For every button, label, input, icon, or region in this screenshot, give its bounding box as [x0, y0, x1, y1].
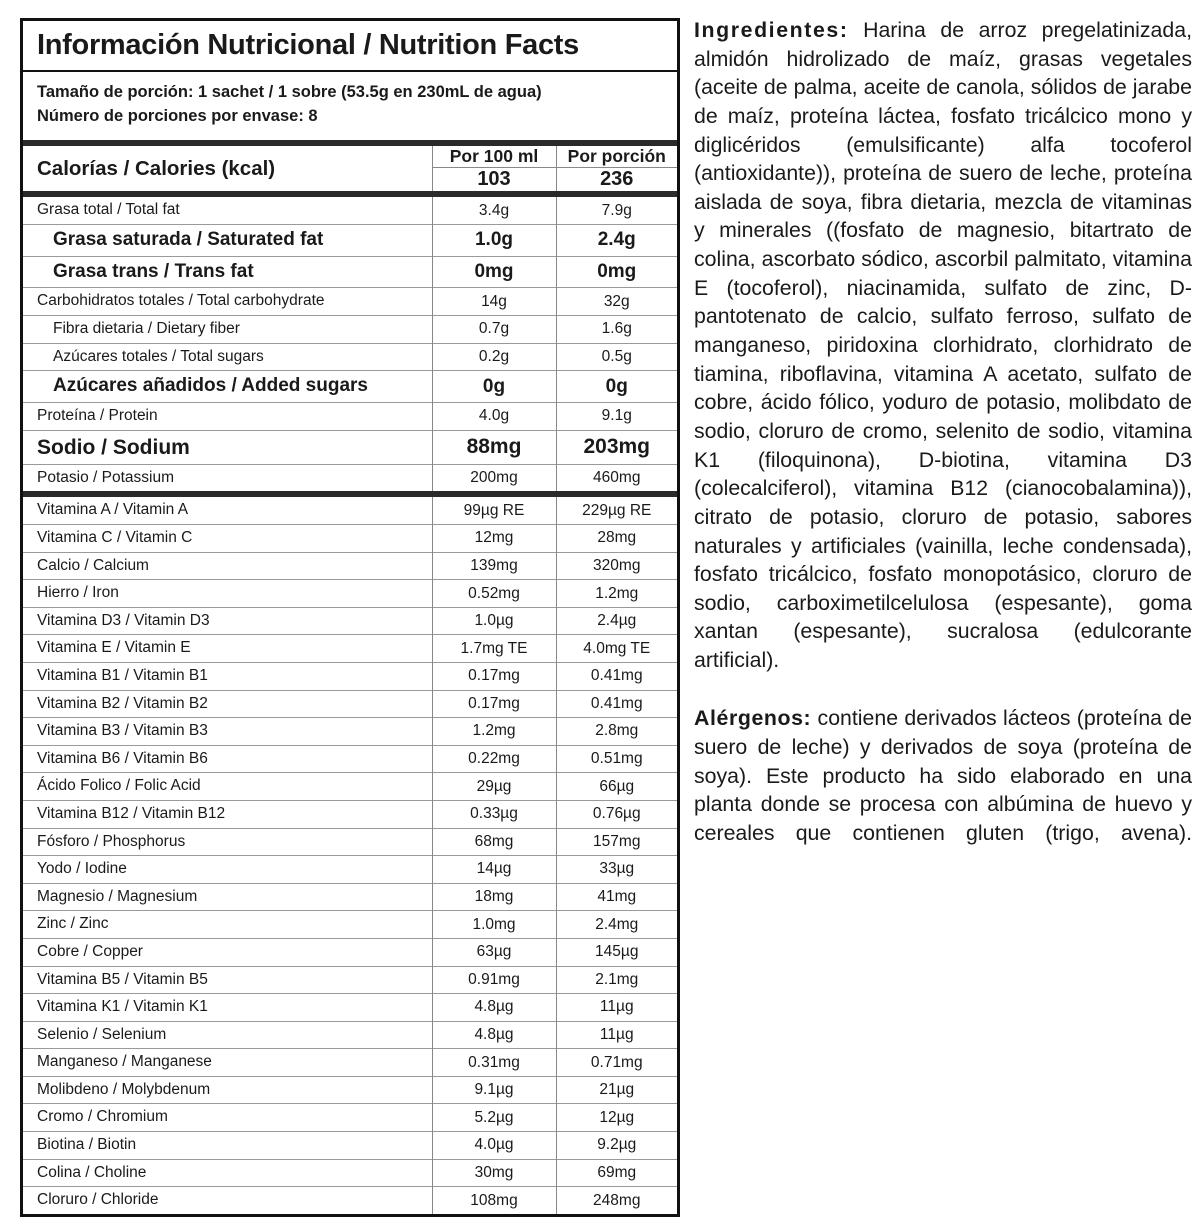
column-header-per-serving: Por porción — [556, 146, 677, 168]
nutrient-value-per-serving: 7.9g — [556, 197, 677, 224]
nutrient-label-cell — [23, 607, 432, 635]
nutrient-value-per-100ml: 1.0µg — [432, 607, 556, 635]
nutrient-label: Fibra dietaria / Dietary fiber — [53, 320, 240, 338]
nutrient-label-cell — [23, 580, 432, 608]
nutrient-value-per-serving: 12µg — [556, 1104, 677, 1132]
nutrient-label: Vitamina B5 / Vitamin B5 — [37, 970, 208, 988]
nutrient-label: Grasa total / Total fat — [37, 201, 180, 219]
nutrient-value-per-serving: 0.51mg — [556, 745, 677, 773]
nutrient-value-per-serving: 2.4µg — [556, 607, 677, 635]
nutrient-label-cell — [23, 883, 432, 911]
nutrient-value-per-100ml: 0.52mg — [432, 580, 556, 608]
nutrient-value-per-serving: 2.8mg — [556, 718, 677, 746]
ingredients-panel — [680, 0, 1200, 1200]
calories-row — [23, 146, 677, 168]
nutrient-label: Selenio / Selenium — [37, 1025, 167, 1043]
ingredients-heading: Ingredientes: — [694, 18, 849, 42]
nutrient-label-cell — [23, 938, 432, 966]
nutrient-value-per-100ml: 0.33µg — [432, 800, 556, 828]
table-row — [23, 580, 677, 608]
nutrient-label-cell — [23, 288, 432, 316]
page-title: Información Nutricional / Nutrition Facts — [37, 29, 579, 61]
nutrient-label: Proteína / Protein — [37, 407, 158, 425]
table-row — [23, 1049, 677, 1077]
nutrient-value-per-100ml: 1.2mg — [432, 718, 556, 746]
table-row — [23, 464, 677, 491]
nutrient-value-per-serving: 145µg — [556, 938, 677, 966]
calories-header-table — [23, 146, 677, 191]
nutrient-value-per-100ml: 0g — [432, 371, 556, 403]
table-row — [23, 224, 677, 256]
table-row — [23, 1187, 677, 1214]
nutrient-label: Biotina / Biotin — [37, 1136, 137, 1154]
nutrient-label: Ácido Folico / Folic Acid — [37, 777, 201, 795]
nutrient-value-per-serving: 9.1g — [556, 403, 677, 431]
table-row — [23, 1132, 677, 1160]
nutrient-value-per-100ml: 14g — [432, 288, 556, 316]
ingredients-body: Harina de arroz pregelatinizada, almidón hidrolizado de maíz, grasas vegetales (aceite de palma, aceite de canola, sólidos de jarabe de maíz, proteína láctea, fosfato tricálcico mono y diglicéridos (emulsificante) alfa tocoferol (antioxidante)), proteína de suero de leche, proteína aislada de soya, fibra dietaria, mezcla de vitaminas y minerales ((fosfato de magnesio, bitartrato de colina, ascorbato sódico, ascorbil palmitato, vitamina E (tocoferol), niacinamida, sulfato de zinc, D-pantotenato de calcio, sulfato ferroso, sulfato de manganeso, piridoxina clorhidrato, clorhidrato de tiamina, riboflavina, vitamina A acetato, sulfato de cobre, ácido fólico, yoduro de potasio, molibdato de sodio, cloruro de cromo, selenito de sodio, vitamina K1 (filoquinona), D-biotina, vitamina D3 (colecalciferol), vitamina B12 (cianocobalamina)), citrato de potasio, cloruro de potasio, sabores naturales y artificiales (vainilla, leche condensada), fosfato tricálcico, fosfato monopotásico, cloruro de sodio, carboximetilcelulosa (espesante), goma xantan (espesante), sucralosa (edulcorante artificial). — [694, 18, 1192, 673]
nutrient-value-per-100ml: 30mg — [432, 1159, 556, 1187]
nutrient-value-per-100ml: 63µg — [432, 938, 556, 966]
nutrient-value-per-100ml: 0.17mg — [432, 662, 556, 690]
nutrient-label: Vitamina E / Vitamin E — [37, 639, 191, 657]
table-row — [23, 343, 677, 371]
nutrient-label-cell — [23, 800, 432, 828]
nutrient-value-per-100ml: 1.7mg TE — [432, 635, 556, 663]
nutrient-value-per-serving: 460mg — [556, 464, 677, 491]
table-row — [23, 371, 677, 403]
table-row — [23, 316, 677, 344]
table-row — [23, 883, 677, 911]
nutrient-label: Carbohidratos totales / Total carbohydrate — [37, 292, 325, 310]
allergens-body: contiene derivados lácteos (proteína de suero de leche) y derivados de soya (proteína de soya). Este producto ha sido elaborado en una planta donde se procesa con albúmina de huevo y cereales que contienen gluten (trigo, avena). — [694, 706, 1192, 845]
nutrient-label-cell — [23, 497, 432, 524]
nutrient-value-per-100ml: 99µg RE — [432, 497, 556, 524]
nutrient-value-per-serving: 11µg — [556, 994, 677, 1022]
table-row — [23, 773, 677, 801]
nutrient-value-per-100ml: 200mg — [432, 464, 556, 491]
table-row — [23, 256, 677, 288]
nutrient-value-per-serving: 69mg — [556, 1159, 677, 1187]
nutrient-label: Cromo / Chromium — [37, 1108, 168, 1126]
nutrient-value-per-100ml: 0.17mg — [432, 690, 556, 718]
nutrient-value-per-serving: 248mg — [556, 1187, 677, 1214]
nutrient-label-cell — [23, 718, 432, 746]
nutrient-label: Fósforo / Phosphorus — [37, 832, 186, 850]
nutrient-value-per-serving: 66µg — [556, 773, 677, 801]
table-row — [23, 403, 677, 431]
nutrient-label-cell — [23, 994, 432, 1022]
calories-value-per-100ml: 103 — [432, 168, 556, 192]
nutrient-value-per-serving: 2.4g — [556, 224, 677, 256]
nutrient-value-per-serving: 0mg — [556, 256, 677, 288]
nutrient-label-cell — [23, 690, 432, 718]
nutrient-label-cell — [23, 224, 432, 256]
nutrient-label-cell — [23, 1076, 432, 1104]
nutrient-value-per-serving: 0.5g — [556, 343, 677, 371]
nutrient-label: Cobre / Copper — [37, 942, 143, 960]
table-row — [23, 197, 677, 224]
nutrient-label: Vitamina A / Vitamin A — [37, 501, 189, 519]
table-row — [23, 938, 677, 966]
table-row — [23, 718, 677, 746]
table-row — [23, 497, 677, 524]
nutrient-label: Vitamina B2 / Vitamin B2 — [37, 694, 208, 712]
nutrient-label-cell — [23, 966, 432, 994]
nutrient-label: Magnesio / Magnesium — [37, 887, 198, 905]
nutrient-label: Hierro / Iron — [37, 584, 119, 602]
nutrient-value-per-serving: 28mg — [556, 525, 677, 553]
table-row — [23, 552, 677, 580]
nutrient-value-per-serving: 0g — [556, 371, 677, 403]
nutrient-label-cell — [23, 635, 432, 663]
table-row — [23, 1104, 677, 1132]
nutrient-label: Vitamina B3 / Vitamin B3 — [37, 722, 208, 740]
nutrient-value-per-serving: 1.6g — [556, 316, 677, 344]
table-row — [23, 828, 677, 856]
nutrient-label-cell — [23, 1159, 432, 1187]
nutrient-value-per-serving: 11µg — [556, 1021, 677, 1049]
allergens-paragraph — [694, 704, 1192, 876]
nutrient-value-per-serving: 1.2mg — [556, 580, 677, 608]
nutrient-label-cell — [23, 430, 432, 464]
nutrient-label: Sodio / Sodium — [37, 435, 190, 459]
nutrient-label-cell — [23, 403, 432, 431]
nutrient-label-cell — [23, 828, 432, 856]
nutrient-value-per-100ml: 18mg — [432, 883, 556, 911]
table-row — [23, 856, 677, 884]
nutrient-value-per-serving: 9.2µg — [556, 1132, 677, 1160]
nutrient-label-cell — [23, 1187, 432, 1214]
nutrient-label: Vitamina K1 / Vitamin K1 — [37, 998, 208, 1016]
nutrient-value-per-100ml: 0.22mg — [432, 745, 556, 773]
calories-label-cell — [23, 146, 432, 191]
nutrient-label-cell — [23, 911, 432, 939]
nutrient-value-per-100ml: 0.2g — [432, 343, 556, 371]
calories-value-per-serving: 236 — [556, 168, 677, 192]
nutrient-value-per-serving: 0.71mg — [556, 1049, 677, 1077]
nutrient-value-per-serving: 41mg — [556, 883, 677, 911]
nutrient-label: Grasa trans / Trans fat — [53, 260, 254, 282]
nutrient-label: Vitamina C / Vitamin C — [37, 529, 193, 547]
nutrient-value-per-serving: 157mg — [556, 828, 677, 856]
table-row — [23, 994, 677, 1022]
nutrient-label-cell — [23, 1132, 432, 1160]
micronutrients-table — [23, 497, 677, 1213]
nutrient-value-per-serving: 0.76µg — [556, 800, 677, 828]
table-row — [23, 525, 677, 553]
nutrient-value-per-100ml: 5.2µg — [432, 1104, 556, 1132]
nutrient-label: Vitamina B6 / Vitamin B6 — [37, 749, 208, 767]
nutrient-value-per-100ml: 0.31mg — [432, 1049, 556, 1077]
table-row — [23, 911, 677, 939]
nutrient-label-cell — [23, 773, 432, 801]
nutrient-label: Azúcares añadidos / Added sugars — [53, 375, 368, 397]
nutrient-value-per-100ml: 68mg — [432, 828, 556, 856]
nutrient-label: Colina / Choline — [37, 1163, 147, 1181]
table-row — [23, 607, 677, 635]
nutrient-value-per-serving: 0.41mg — [556, 690, 677, 718]
nutrient-label-cell — [23, 464, 432, 491]
nutrient-value-per-serving: 32g — [556, 288, 677, 316]
nutrient-label: Zinc / Zinc — [37, 915, 109, 933]
table-row — [23, 800, 677, 828]
nutrient-label-cell — [23, 745, 432, 773]
nutrient-label: Yodo / Iodine — [37, 860, 127, 878]
nutrient-value-per-serving: 2.1mg — [556, 966, 677, 994]
nutrient-label: Cloruro / Chloride — [37, 1191, 159, 1209]
nutrient-label-cell — [23, 371, 432, 403]
nutrient-value-per-100ml: 4.8µg — [432, 994, 556, 1022]
nutrient-value-per-100ml: 9.1µg — [432, 1076, 556, 1104]
nutrient-label-cell — [23, 197, 432, 224]
nutrient-label: Vitamina D3 / Vitamin D3 — [37, 611, 210, 629]
calories-label: Calorías / Calories (kcal) — [37, 157, 276, 180]
table-row — [23, 662, 677, 690]
nutrient-label-cell — [23, 662, 432, 690]
table-row — [23, 1076, 677, 1104]
nutrient-label: Grasa saturada / Saturated fat — [53, 228, 324, 250]
allergens-heading: Alérgenos: — [694, 706, 812, 731]
nutrition-facts-panel — [20, 18, 680, 1217]
nutrient-value-per-100ml: 29µg — [432, 773, 556, 801]
nutrient-value-per-serving: 320mg — [556, 552, 677, 580]
nutrient-label: Vitamina B12 / Vitamin B12 — [37, 804, 226, 822]
nutrient-label-cell — [23, 316, 432, 344]
nutrient-value-per-serving: 4.0mg TE — [556, 635, 677, 663]
nutrient-value-per-100ml: 0.91mg — [432, 966, 556, 994]
nutrient-label: Vitamina B1 / Vitamin B1 — [37, 666, 208, 684]
nutrient-value-per-serving: 33µg — [556, 856, 677, 884]
nutrient-value-per-100ml: 4.0g — [432, 403, 556, 431]
nutrient-label: Potasio / Potassium — [37, 468, 174, 486]
nutrient-value-per-serving: 21µg — [556, 1076, 677, 1104]
table-row — [23, 635, 677, 663]
nutrient-value-per-serving: 2.4mg — [556, 911, 677, 939]
nutrient-label: Azúcares totales / Total sugars — [53, 347, 264, 365]
table-row — [23, 288, 677, 316]
nutrient-label-cell — [23, 1049, 432, 1077]
nutrient-label-cell — [23, 1021, 432, 1049]
nutrient-label-cell — [23, 856, 432, 884]
table-row — [23, 430, 677, 464]
nutrient-value-per-serving: 229µg RE — [556, 497, 677, 524]
nutrient-value-per-100ml: 139mg — [432, 552, 556, 580]
serving-info-block — [23, 72, 677, 140]
nutrient-value-per-100ml: 14µg — [432, 856, 556, 884]
table-row — [23, 1021, 677, 1049]
nutrient-value-per-100ml: 1.0g — [432, 224, 556, 256]
nutrient-label: Molibdeno / Molybdenum — [37, 1080, 211, 1098]
nutrient-value-per-100ml: 0mg — [432, 256, 556, 288]
table-row — [23, 1159, 677, 1187]
nutrient-value-per-100ml: 1.0mg — [432, 911, 556, 939]
nutrient-label-cell — [23, 552, 432, 580]
nutrient-value-per-serving: 0.41mg — [556, 662, 677, 690]
nutrient-label-cell — [23, 525, 432, 553]
nutrient-value-per-100ml: 3.4g — [432, 197, 556, 224]
nutrient-label-cell — [23, 343, 432, 371]
nutrient-label-cell — [23, 256, 432, 288]
servings-per-container-text: Número de porciones por envase: 8 — [37, 106, 318, 125]
nutrient-value-per-serving: 203mg — [556, 430, 677, 464]
nutrient-value-per-100ml: 108mg — [432, 1187, 556, 1214]
nutrient-value-per-100ml: 0.7g — [432, 316, 556, 344]
nutrient-label-cell — [23, 1104, 432, 1132]
table-row — [23, 745, 677, 773]
ingredients-paragraph — [694, 16, 1192, 703]
nutrient-value-per-100ml: 4.0µg — [432, 1132, 556, 1160]
table-row — [23, 690, 677, 718]
nutrient-value-per-100ml: 88mg — [432, 430, 556, 464]
table-row — [23, 966, 677, 994]
column-header-per-100ml: Por 100 ml — [432, 146, 556, 168]
nutrient-value-per-100ml: 4.8µg — [432, 1021, 556, 1049]
nutrient-label: Calcio / Calcium — [37, 556, 149, 574]
nutrient-value-per-100ml: 12mg — [432, 525, 556, 553]
macronutrients-table — [23, 197, 677, 491]
nutrient-label: Manganeso / Manganese — [37, 1053, 212, 1071]
serving-size-text: Tamaño de porción: 1 sachet / 1 sobre (53.5g en 230mL de agua) — [37, 83, 542, 102]
